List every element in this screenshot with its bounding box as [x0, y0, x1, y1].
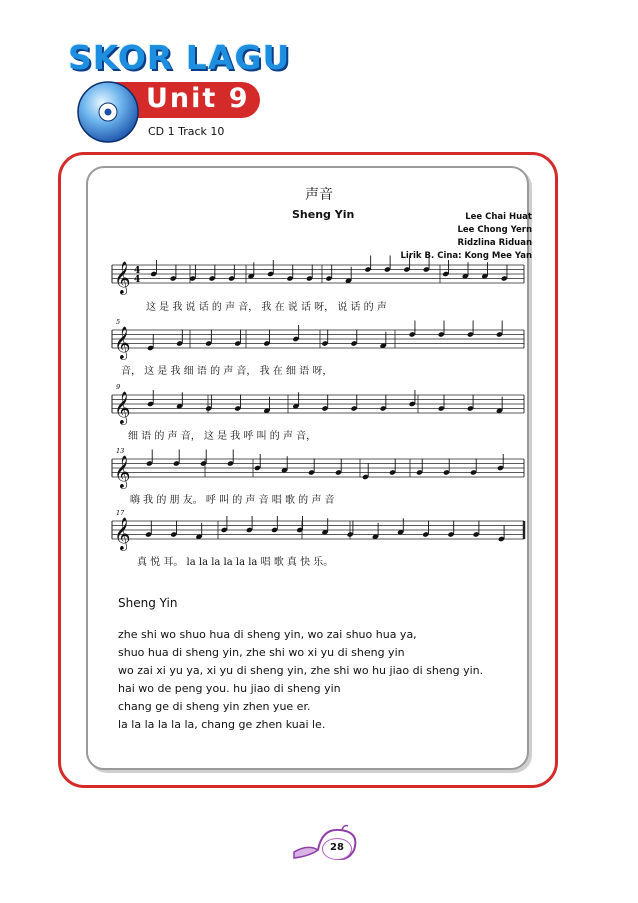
song-title-chinese: 声音: [305, 187, 333, 203]
measure-number: 5: [116, 318, 121, 326]
credit-composer-3: Ridzlina Riduan: [457, 238, 532, 248]
credit-composer-2: Lee Chong Yern: [457, 225, 532, 235]
lyric-line: chang ge di sheng yin zhen yue er.: [118, 700, 311, 713]
lyric-line: la la la la la la, chang ge zhen kuai le.: [118, 718, 326, 731]
time-signature-top: 4: [134, 266, 141, 276]
measure-number: 17: [116, 509, 125, 517]
lyrics-heading: Sheng Yin: [118, 596, 178, 610]
credit-lyricist: Lirik B. Cina: Kong Mee Yan: [400, 251, 532, 261]
treble-clef: 𝄞: [114, 261, 131, 294]
staff-lyrics-4: 嗨 我 的 朋 友。 呼 叫 的 声 音 唱 歌 的 声 音: [130, 495, 335, 506]
lyric-line: hai wo de peng you. hu jiao di sheng yin: [118, 682, 341, 695]
unit-label: Unit 9: [146, 83, 250, 114]
song-title-pinyin: Sheng Yin: [292, 208, 355, 221]
cd-track-label: CD 1 Track 10: [148, 125, 225, 138]
time-signature-bottom: 4: [134, 275, 141, 285]
treble-clef: 𝄞: [114, 517, 131, 550]
staff-lyrics-2: 音， 这 是 我 细 语 的 声 音， 我 在 细 语 呀，: [121, 366, 333, 377]
treble-clef: 𝄞: [114, 326, 131, 359]
staff-lyrics-1: 这 是 我 说 话 的 声 音， 我 在 说 话 呀， 说 话 的 声: [146, 302, 387, 313]
measure-number: 13: [116, 447, 125, 455]
credit-composer-1: Lee Chai Huat: [465, 212, 532, 222]
measure-number: 9: [116, 383, 121, 391]
treble-clef: 𝄞: [114, 391, 131, 424]
lyric-line: zhe shi wo shuo hua di sheng yin, wo zai shuo hua ya,: [118, 628, 417, 641]
lyric-line: wo zai xi yu ya, xi yu di sheng yin, zhe shi wo hu jiao di sheng yin.: [118, 664, 484, 677]
staff-lyrics-3: 细 语 的 声 音， 这 是 我 呼 叫 的 声 音，: [128, 431, 317, 442]
treble-clef: 𝄞: [114, 455, 131, 488]
lyric-line: shuo hua di sheng yin, zhe shi wo xi yu di sheng yin: [118, 646, 405, 659]
page-header-title: SKOR LAGU: [68, 38, 291, 77]
page-number: 28: [330, 842, 344, 853]
staff-lyrics-5: 真 悦 耳。 la la la la la la 唱 歌 真 快 乐。: [137, 557, 334, 568]
